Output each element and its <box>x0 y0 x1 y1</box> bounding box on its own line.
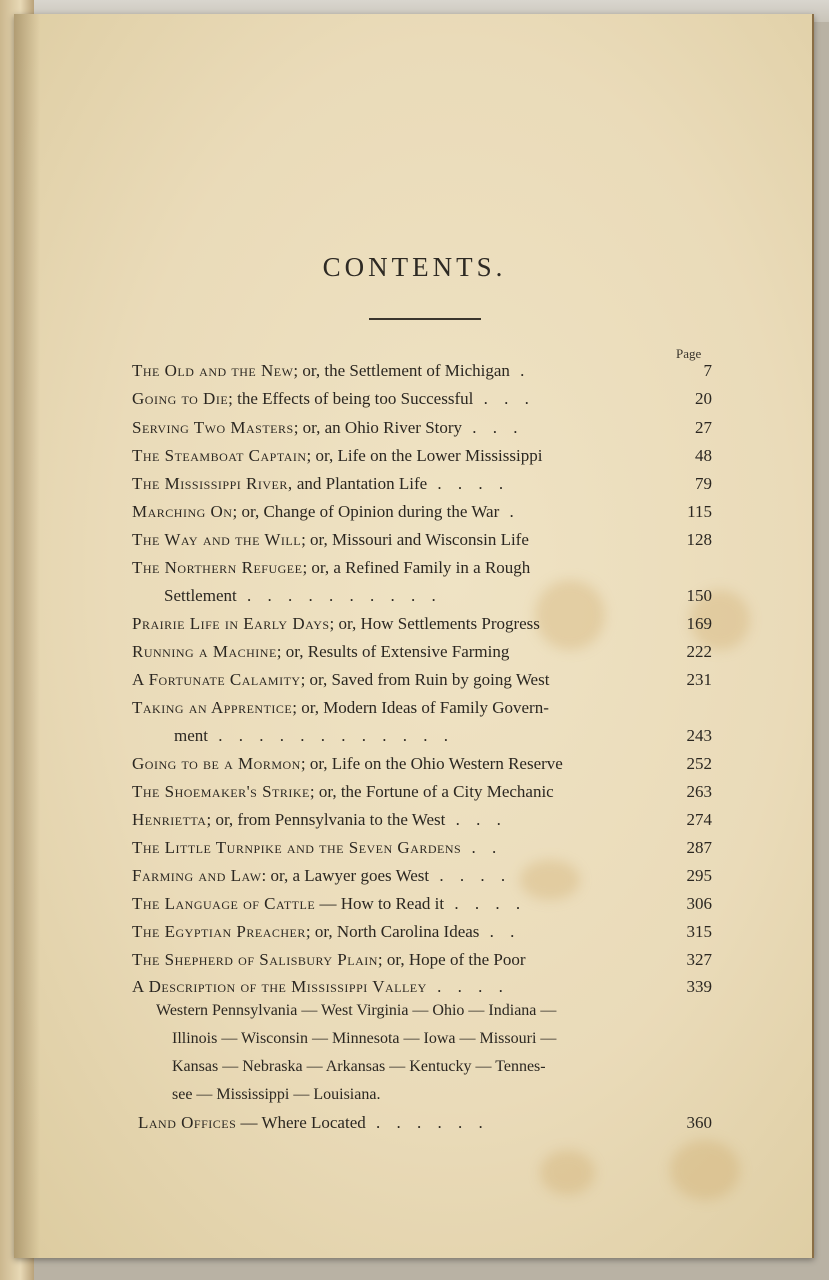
entry-subtitle: ; or, Saved from Ruin by going West <box>300 670 550 689</box>
entry-subtitle: ; or, Modern Ideas of Family Govern- <box>292 698 549 717</box>
entry-subtitle: — Where Located <box>236 1113 366 1132</box>
entry-text <box>132 810 507 830</box>
toc-entry <box>132 698 712 724</box>
entry-subtitle: ; or, the Settlement of Michigan <box>293 361 510 380</box>
toc-entry <box>132 810 712 836</box>
subentry-line: see — Mississippi — Louisiana. <box>172 1086 381 1103</box>
page-number: 115 <box>687 502 712 521</box>
page-number: 327 <box>686 950 712 969</box>
spine-shadow <box>14 14 40 1258</box>
entry-text <box>132 614 540 634</box>
entry-subtitle: ; or, an Ohio River Story <box>293 418 463 437</box>
entry-text <box>132 838 502 858</box>
toc-entry <box>132 726 712 752</box>
toc-entry <box>132 866 712 892</box>
page-number: 169 <box>686 614 712 633</box>
toc-entry <box>132 754 712 780</box>
entry-text <box>132 389 535 409</box>
entry-text <box>132 642 509 662</box>
entry-text <box>132 698 549 718</box>
toc-entry <box>132 894 712 920</box>
entry-subtitle: Settlement <box>164 586 237 605</box>
page-number: 339 <box>686 977 712 996</box>
entry-text <box>132 502 520 522</box>
page-number: 243 <box>686 726 712 745</box>
entry-text <box>132 950 526 970</box>
leader-dots: . . <box>461 838 503 857</box>
leader-dots: . . . <box>462 418 524 437</box>
entry-subtitle: ; or, Life on the Ohio Western Reserve <box>300 754 563 773</box>
entry-title: The Steamboat Captain <box>132 446 307 465</box>
toc-entry <box>132 782 712 808</box>
entry-title: The Way and the Will <box>132 530 302 549</box>
entry-title: The Egyptian Preacher <box>132 922 306 941</box>
entry-title: The Shoemaker's Strike <box>132 782 310 801</box>
entry-title: The Shepherd of Salisbury Plain <box>132 950 378 969</box>
toc-entry <box>132 1113 712 1139</box>
entry-subtitle: ; or, Results of Extensive Farming <box>276 642 510 661</box>
page-number: 306 <box>686 894 712 913</box>
toc-entry <box>132 586 712 612</box>
entry-title: Running a Machine <box>132 642 277 661</box>
page-number: 231 <box>686 670 712 689</box>
entry-text <box>174 726 454 746</box>
toc-entry <box>132 642 712 668</box>
entry-subtitle: ment <box>174 726 208 745</box>
entry-text <box>132 670 549 690</box>
entry-title: The Mississippi River, <box>132 474 293 493</box>
page-number: 48 <box>695 446 712 465</box>
entry-subtitle: ; or, Missouri and Wisconsin Life <box>301 530 529 549</box>
leader-dots: . . . <box>473 389 535 408</box>
entry-subtitle: ; the Effects of being too Successful <box>228 389 474 408</box>
entry-title: The Language of Cattle <box>132 894 316 913</box>
page-number: 7 <box>703 361 712 380</box>
entry-title: Marching On <box>132 502 233 521</box>
toc-entry <box>132 361 712 387</box>
contents-heading: CONTENTS. <box>322 252 507 282</box>
toc-entry <box>132 446 712 472</box>
page-number: 79 <box>695 474 712 493</box>
page-number: 150 <box>686 586 712 605</box>
entry-title: The Northern Refugee <box>132 558 303 577</box>
toc-entry <box>132 977 712 1003</box>
entry-title: Farming and Law <box>132 866 262 885</box>
subentry-line: Kansas — Nebraska — Arkansas — Kentucky — Tennes- <box>172 1058 546 1075</box>
leader-dots: . . . . . . <box>365 1113 489 1132</box>
page-column-label: Page <box>676 346 702 361</box>
entry-subtitle: ; or, Hope of the Poor <box>377 950 526 969</box>
toc-entry <box>132 838 712 864</box>
page-number: 27 <box>695 418 712 437</box>
toc-entry <box>132 389 712 415</box>
toc-entry <box>132 922 712 948</box>
leader-dots: . . . . <box>426 977 509 996</box>
entry-title: A Fortunate Calamity <box>132 670 301 689</box>
leader-dots: . <box>499 502 520 521</box>
toc-entry <box>132 558 712 584</box>
toc-entry <box>132 502 712 528</box>
heading-rule <box>369 318 481 320</box>
entry-text <box>132 894 526 914</box>
entry-text <box>132 361 530 381</box>
entry-subtitle: ; or, How Settlements Progress <box>329 614 540 633</box>
subentry-line: Illinois — Wisconsin — Minnesota — Iowa — Missouri — <box>172 1030 557 1047</box>
entry-subtitle: ; or, a Refined Family in a Rough <box>302 558 531 577</box>
entry-title: A Description of the Mississippi Valley <box>132 977 427 996</box>
entry-subtitle: ; or, the Fortune of a City Mechanic <box>309 782 554 801</box>
leader-dots: . . . . <box>444 894 527 913</box>
leader-dots: . . . . . . . . . . . . <box>208 726 454 745</box>
page-number: 20 <box>695 389 712 408</box>
entry-title: Taking an Apprentice <box>132 698 293 717</box>
entry-text <box>132 922 520 942</box>
page-number: 222 <box>686 642 712 661</box>
entry-subtitle: — How to Read it <box>315 894 445 913</box>
entry-text <box>132 446 542 466</box>
entry-title: Prairie Life in Early Days <box>132 614 330 633</box>
leader-dots: . . . . <box>429 866 512 885</box>
page-number: 360 <box>686 1113 712 1132</box>
page-number: 128 <box>686 530 712 549</box>
entry-text <box>132 418 524 438</box>
entry-subtitle: ; or, Change of Opinion during the War <box>232 502 500 521</box>
entry-text <box>138 1113 489 1133</box>
leader-dots: . . . . . . . . . . <box>236 586 442 605</box>
subentry-line: Western Pennsylvania — West Virginia — Ohio — Indiana — <box>156 1002 557 1019</box>
leader-dots: . . <box>479 922 521 941</box>
entry-subtitle: : or, a Lawyer goes West <box>261 866 430 885</box>
entry-text <box>132 474 509 494</box>
leader-dots: . <box>509 361 531 380</box>
entry-title: Serving Two Masters <box>132 418 294 437</box>
page-number: 315 <box>686 922 712 941</box>
toc-entry <box>132 950 712 976</box>
toc-entry <box>132 418 712 444</box>
page-number: 274 <box>686 810 712 829</box>
entry-title: The Old and the New <box>132 361 294 380</box>
toc-entry <box>132 670 712 696</box>
leader-dots: . . . . <box>427 474 510 493</box>
entry-text <box>132 558 530 578</box>
entry-title: Going to be a Mormon <box>132 754 301 773</box>
leader-dots: . . . <box>445 810 507 829</box>
foxing-stain <box>670 1140 740 1200</box>
entry-text <box>132 754 563 774</box>
entry-subtitle: and Plantation Life <box>292 474 428 493</box>
toc-entry <box>132 530 712 556</box>
entry-text <box>132 530 529 550</box>
entry-text <box>132 977 509 997</box>
entry-subtitle: ; or, from Pennsylvania to the West <box>206 810 446 829</box>
page-number: 295 <box>686 866 712 885</box>
page-number: 263 <box>686 782 712 801</box>
entry-text <box>132 782 554 802</box>
entry-title: Land Offices <box>138 1113 237 1132</box>
entry-subtitle: ; or, Life on the Lower Mississippi <box>306 446 543 465</box>
page-number: 252 <box>686 754 712 773</box>
toc-entry <box>132 474 712 500</box>
entry-title: The Little Turnpike and the Seven Gardens <box>132 838 462 857</box>
page-number: 287 <box>686 838 712 857</box>
entry-title: Going to Die <box>132 389 229 408</box>
foxing-stain <box>540 1150 595 1195</box>
entry-title: Henrietta <box>132 810 207 829</box>
entry-subtitle: ; or, North Carolina Ideas <box>305 922 480 941</box>
entry-text <box>132 866 511 886</box>
entry-text <box>164 586 442 606</box>
toc-entry <box>132 614 712 640</box>
